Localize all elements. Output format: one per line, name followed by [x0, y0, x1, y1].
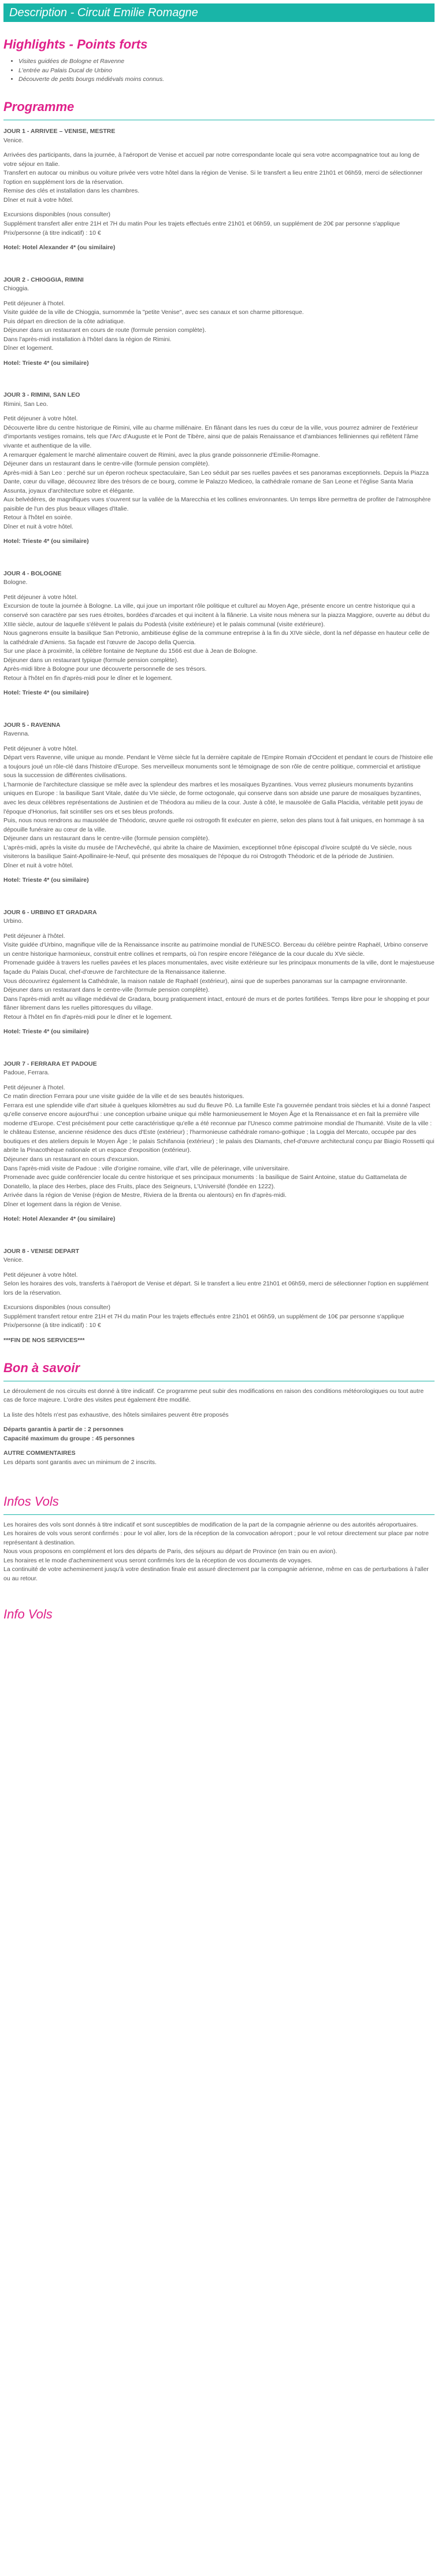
day-text: Déjeuner dans un restaurant typique (formule pension complète). — [3, 656, 179, 664]
day-text: Dîner et logement. — [3, 345, 54, 352]
day-extra-text: Supplément transfert aller entre 21H et 7H du matin Pour les trajets effectués entre 21h01 et 06h59, un supplément de 20€ par personne s'applique — [3, 220, 400, 227]
highlight-item: • Découverte de petits bourgs médiévals moins connus. — [18, 75, 435, 84]
highlight-item: • Visites guidées de Bologne et Ravenne — [18, 57, 435, 66]
day-text: Ce matin direction Ferrara pour une visite guidée de la ville et de ses beautés historiques. — [3, 1093, 244, 1100]
day-text: Petit déjeuner à votre hôtel. — [3, 745, 78, 752]
highlight-item: • L'entrée au Palais Ducal de Urbino — [18, 66, 435, 76]
day-text: Arrivée dans la région de Venise (région de Mestre, Riviera de la Brenta ou alentours) en fin d'après-midi. — [3, 1192, 287, 1199]
day-text: Après-midi libre à Bologne pour une découverte personnelle de ses trésors. — [3, 666, 207, 673]
day-place: Bologne. — [3, 579, 28, 586]
day-text: Retour à l'hôtel en fin d'après-midi pour le dîner et le logement. — [3, 1013, 173, 1021]
day-text: Petit déjeuner à l'hôtel. — [3, 932, 65, 940]
day-block — [3, 721, 435, 885]
programme-heading: Programme — [3, 99, 75, 114]
day-place: Venice. — [3, 1256, 24, 1264]
day-text: A remarquer également le marché alimentaire couvert de Rimini, avec la plus grande poissonnerie d'Emilie-Romagne. — [3, 451, 320, 459]
day-text: Nous gagnerons ensuite la basilique San Petronio, ambitieuse église de la commune entreprise à la fin du XIVe siècle, dont la nef dépasse en hauteur celle de la cathédrale d'Amiens. Sa façade est l'œuvre de Jacopo della Quercia. — [3, 630, 430, 646]
day-text: Après-midi à San Leo : perché sur un éperon rocheux spectaculaire, San Leo séduit par ses ruelles pavées et ses panoramas exceptionnels. Depuis la Piazza Dante, cœur du village, découvrez libre des trésors de ce bourg, comme le Palazzo Mediceo, la cathédrale romane de San Leone et l'église Santa Maria Assunta, joyaux d'architecture sobre et élégante. — [3, 469, 429, 494]
day-text: Petit déjeuner à l'hotel. — [3, 300, 65, 307]
day-title: JOUR 4 - BOLOGNE — [3, 570, 62, 577]
day-hotel: ***FIN DE NOS SERVICES*** — [3, 1336, 85, 1344]
day-text: Retour à l'hôtel en soirée. — [3, 514, 73, 522]
day-text: L'harmonie de l'architecture classique se mêle avec la splendeur des marbres et les mosaïques Byzantines. Vous verrez plusieurs monuments byzantins uniques en Europe : la basilique Sant Vitale, datée du VIe siècle, de forme octogonale, qui conserve dans son abside une parure de mosaïques byzantines, avec les deux célèbres représentations de Justinien et de Théodora au milieu de la cour. Juste à côté, le mausolée de Galla Placidia, véritable petit joyau de l'époque d'Honorius, fait scintiller ses ors et ses bleus profonds. — [3, 781, 423, 815]
day-text: Retour à l'hôtel en fin d'après-midi pour le dîner et le logement. — [3, 674, 173, 682]
day-text: Sur une place à proximité, la célèbre fontaine de Neptune du 1566 est due à Jean de Bologne. — [3, 648, 258, 655]
infos-vols-text: La continuité de votre acheminement jusqu'à votre destination finale est assuré directement par la compagnie aérienne, même en cas de perturbations à l'aller ou au retour. — [3, 1566, 429, 1582]
day-text: Départ vers Ravenne, ville unique au monde. Pendant le Vème siècle fut la dernière capitale de l'Empire Romain d'Occident et pendant le cours de l'histoire elle a toujours joué un rôle-clé dans l'histoire d'Europe. Ses merveilleux monuments sont le témoignage de son rôle de centre politique, commercial et artistique sous la succession de différentes civilisations. — [3, 754, 433, 779]
day-text: Dîner et nuit à votre hôtel. — [3, 862, 73, 869]
day-extra-text: Prix/personne (à titre indicatif) : 10 € — [3, 229, 101, 236]
day-text: Selon les horaires des vols, transferts à l'aéroport de Venise et départ. Si le transfert a lieu entre 21h01 et 06h59, merci de sélectionner l'option en supplément lors de la réservation. — [3, 1280, 429, 1296]
day-text: Visite guidée d'Urbino, magnifique ville de la Renaissance inscrite au patrimoine mondial de l'UNESCO. Berceau du célèbre peintre Raphaël, Urbino conserve un centre historique harmonieux, construit entre collines et remparts, où l'on respire encore l'élégance de la cour ducale du XVe siècle. — [3, 941, 428, 958]
day-place: Rimini, San Leo. — [3, 400, 49, 408]
bon-a-savoir-heading: Bon à savoir — [3, 1360, 80, 1375]
day-text: Remise des clés et installation dans les chambres. — [3, 187, 140, 195]
departs-label: Départs garantis à partir de : 2 personnes — [3, 1426, 124, 1433]
day-text: Découverte libre du centre historique de Rimini, ville au charme millénaire. En flânant dans les rues du cœur de la ville, vous pourrez admirer de l'extérieur d'importants vestiges romains, tels que l'Arc d'Auguste et le Pont de Tibère, ainsi que de palais Renaissance et d'ambiances felliniennes qui reflètent l'âme vivante et authentique de la ville. — [3, 424, 419, 449]
bon-a-savoir-text: Le déroulement de nos circuits est donné à titre indicatif. Ce programme peut subir des modifications en raison des conditions météorologiques ou tout autre cas de force majeure. L'ordre des visites peut également être modifié. — [3, 1387, 424, 1404]
day-text: Ferrara est une splendide ville d'art située à quelques kilomètres au sud du fleuve Pô. La famille Este l'a gouvernée pendant trois siècles et lui a donné l'aspect qu'elle conserve encore aujourd'hui : une conception urbaine unique qui mêle harmonieusement le Moyen Âge et la Renaissance et en fait la première ville moderne d'Europe. C'est précisément pour cette caractéristique qu'elle a été reconnue par l'Unesco comme patrimoine mondial de l'humanité. Visite de la ville : le château Estense, ancienne résidence des ducs d'Este (extérieur) ; l'harmonieuse cathédrale romano-gothique ; la Loggia del Mercato, occupée par des boutiques et des ateliers depuis le Moyen Âge ; le palais Schifanoia (extérieur) ; le palais des Diamants, chef-d'œuvre architectural conçu par Biagio Rossetti qui abrite la Pinacothèque nationale et un espace d'exposition (extérieur). — [3, 1102, 435, 1154]
day-text: Dîner et nuit à votre hôtel. — [3, 196, 73, 204]
day-block — [3, 127, 435, 252]
day-hotel: Hotel: Trieste 4* (ou similaire) — [3, 689, 89, 697]
day-text: Transfert en autocar ou minibus ou voiture privée vers votre hôtel dans la région de Venise. Si le transfert a lieu entre 21h01 et 06h59, merci de sélectionner l'option en supplément lors de la réservation. — [3, 169, 423, 186]
day-extras — [3, 210, 435, 238]
day-hotel: Hotel: Trieste 4* (ou similaire) — [3, 877, 89, 884]
infos-vols-text: Les horaires de vols vous seront confirmés : pour le vol aller, lors de la réception de la convocation aéroport ; pour le vol retour directement sur place par notre représentant à destination. — [3, 1530, 429, 1546]
day-title: JOUR 8 - VENISE DEPART — [3, 1247, 80, 1255]
day-text: Déjeuner dans un restaurant dans le centre-ville (formule pension complète). — [3, 460, 210, 468]
day-block — [3, 391, 435, 546]
page-title: Description - Circuit Emilie Romagne — [3, 3, 435, 22]
day-block — [3, 908, 435, 1037]
day-text: Déjeuner dans un restaurant en cours de route (formule pension complète). — [3, 327, 206, 334]
day-extras — [3, 1303, 435, 1330]
day-hotel: Hotel: Hotel Alexander 4* (ou similaire) — [3, 244, 116, 252]
day-text: Déjeuner dans un restaurant dans le centre-ville (formule pension complète). — [3, 986, 210, 994]
day-text: Déjeuner dans un restaurant dans le centre-ville (formule pension complète). — [3, 835, 210, 842]
infos-vols-text: Les horaires des vols sont donnés à titre indicatif et sont susceptibles de modification de la part de la compagnie aérienne ou des autorités aéroportuaires. — [3, 1521, 418, 1528]
programme-days — [3, 127, 435, 1345]
highlights-heading: Highlights - Points forts — [3, 37, 148, 51]
day-text: Dans l'après-midi visite de Padoue : ville d'origine romaine, ville d'art, ville de pèlerinage, ville universitaire. — [3, 1165, 290, 1172]
day-title: JOUR 7 - FERRARA ET PADOUE — [3, 1060, 97, 1067]
day-extra-text: Supplément transfert retour entre 21H et 7H du matin Pour les trajets effectués entre 21h01 et 06h59, un supplément de 10€ par personne s'applique — [3, 1313, 404, 1320]
comments-text: Les départs sont garantis avec un minimum de 2 inscrits. — [3, 1458, 157, 1466]
day-hotel: Hotel: Trieste 4* (ou similaire) — [3, 359, 89, 367]
day-text: Visite guidée de la ville de Chioggia, surnommée la "petite Venise", avec ses canaux et son charme pittoresque. — [3, 309, 304, 316]
day-text: Dîner et nuit à votre hôtel. — [3, 523, 73, 530]
day-title: JOUR 3 - RIMINI, SAN LEO — [3, 391, 80, 399]
info-vols-heading: Info Vols — [3, 1606, 53, 1621]
day-text: Promenade guidée à travers les ruelles pavées et les places monumentales, avec visite extérieure sur les principaux monuments de la ville, dont le majestueuse façade du Palais Ducal, chef-d'œuvre de l'architecture de la Renaissance italienne. — [3, 959, 435, 975]
day-text: Vous découvrirez également la Cathédrale, la maison natale de Raphaël (extérieur), ainsi que de superbes panoramas sur la campagne environnante. — [3, 977, 407, 985]
day-title: JOUR 2 - CHIOGGIA, RIMINI — [3, 276, 84, 283]
day-block — [3, 276, 435, 368]
day-extra-text: Prix/personne (à titre indicatif) : 10 € — [3, 1322, 101, 1329]
infos-vols-text: Les horaires et le mode d'acheminement vous seront confirmés lors de la réception de vos documents de voyages. — [3, 1557, 313, 1564]
infos-vols-divider — [3, 1514, 435, 1515]
day-text: Aux belvédères, de magnifiques vues s'ouvrent sur la vallée de la Marecchia et les collines environnantes. Un temps libre permettra de profiter de l'atmosphère paisible de l'un des plus beaux villages d'Italie. — [3, 496, 431, 512]
day-title: JOUR 6 - URBINO ET GRADARA — [3, 908, 97, 916]
day-block — [3, 1247, 435, 1346]
day-place: Venice. — [3, 136, 24, 144]
day-text: Excursion de toute la journée à Bologne. La ville, qui joue un important rôle politique et culturel au Moyen Age, présente encore un centre historique qui a conservé son caractère par ses rues étroites, bordées d'arcades et qui incitent à la flânerie. La visite nous mènera sur la piazza Maggiore, ouverte au début du XIIIe siècle, autour de laquelle s'élèvent le palais du Podestà (visite extérieure) et le palais communal (visite extérieure). — [3, 603, 430, 628]
day-text: Dans l'après-midi arrêt au village médiéval de Gradara, bourg pratiquement intact, entouré de murs et de portes fortifiées. Temps libre pour le shopping et pour flâner librement dans les ruelles pittoresques du village. — [3, 995, 430, 1012]
day-text: L'après-midi, après la visite du musée de l'Archevêché, qui abrite la chaire de Maximien, exceptionnel trône épiscopal d'ivoire sculpté du Ve siècle, nous visiterons la basilique Saint-Apollinaire-le-Neuf, qui présente des mosaïques de l'époque du roi Ostrogoth Théodoric et de la période de Justinien. — [3, 844, 412, 860]
day-text: Promenade avec guide conférencier locale du centre historique et ses principaux monuments : la basilique de Saint Antoine, statue du Gattamelata de Donatello, la place des Herbes, place des Fruits, place des Seigneurs, L'Université (fondée en 1222). — [3, 1174, 407, 1190]
day-extra-text: Excursions disponibles (nous consulter) — [3, 1304, 111, 1311]
day-title: JOUR 1 - ARRIVEE – VENISE, MESTRE — [3, 128, 116, 135]
day-text: Dîner et logement dans la région de Venise. — [3, 1200, 122, 1208]
highlights-list — [3, 57, 435, 84]
bon-a-savoir-text: La liste des hôtels n'est pas exhaustive, des hôtels similaires peuvent être proposés — [3, 1411, 229, 1418]
infos-vols-heading: Infos Vols — [3, 1494, 59, 1509]
day-block — [3, 1060, 435, 1224]
comments-heading: AUTRE COMMENTAIRES — [3, 1450, 76, 1457]
day-text: Petit déjeuner à votre hôtel. — [3, 593, 78, 601]
day-title: JOUR 5 - RAVENNA — [3, 721, 61, 729]
day-text: Arrivées des participants, dans la journée, à l'aéroport de Venise et accueil par notre correspondante locale qui sera votre accompagnatrice tout au long de votre séjour en Italie. — [3, 151, 420, 168]
day-place: Ravenna. — [3, 730, 29, 738]
day-text: Petit déjeuner à votre hôtel. — [3, 1271, 78, 1278]
capacity-label: Capacité maximum du groupe : 45 personnes — [3, 1435, 135, 1442]
day-text: Puis, nous nous rendrons au mausolée de Théodoric, œuvre quelle roi ostrogoth fit exécuter en pierre, selon des plans tout à fait uniques, en hommage à sa dépouille funéraire au cœur de la ville. — [3, 817, 424, 833]
day-place: Urbino. — [3, 918, 23, 925]
day-text: Puis départ en direction de la côte adriatique. — [3, 317, 125, 325]
day-place: Chioggia. — [3, 285, 29, 293]
infos-vols-text: Nous vous proposons en complément et lors des départs de Paris, des séjours au départ de Province (en train ou en avion). — [3, 1548, 337, 1555]
day-hotel: Hotel: Trieste 4* (ou similaire) — [3, 1028, 89, 1036]
day-text: Dans l'après-midi installation à l'hôtel dans la région de Rimini. — [3, 335, 172, 343]
day-block — [3, 570, 435, 698]
day-text: Déjeuner dans un restaurant en cours d'excursion. — [3, 1156, 139, 1163]
day-place: Padoue, Ferrara. — [3, 1069, 50, 1077]
day-hotel: Hotel: Trieste 4* (ou similaire) — [3, 538, 89, 545]
day-text: Petit déjeuner à l'hotel. — [3, 1084, 65, 1091]
day-hotel: Hotel: Hotel Alexander 4* (ou similaire) — [3, 1215, 116, 1223]
day-text: Petit déjeuner à votre hôtel. — [3, 415, 78, 423]
day-extra-text: Excursions disponibles (nous consulter) — [3, 211, 111, 219]
